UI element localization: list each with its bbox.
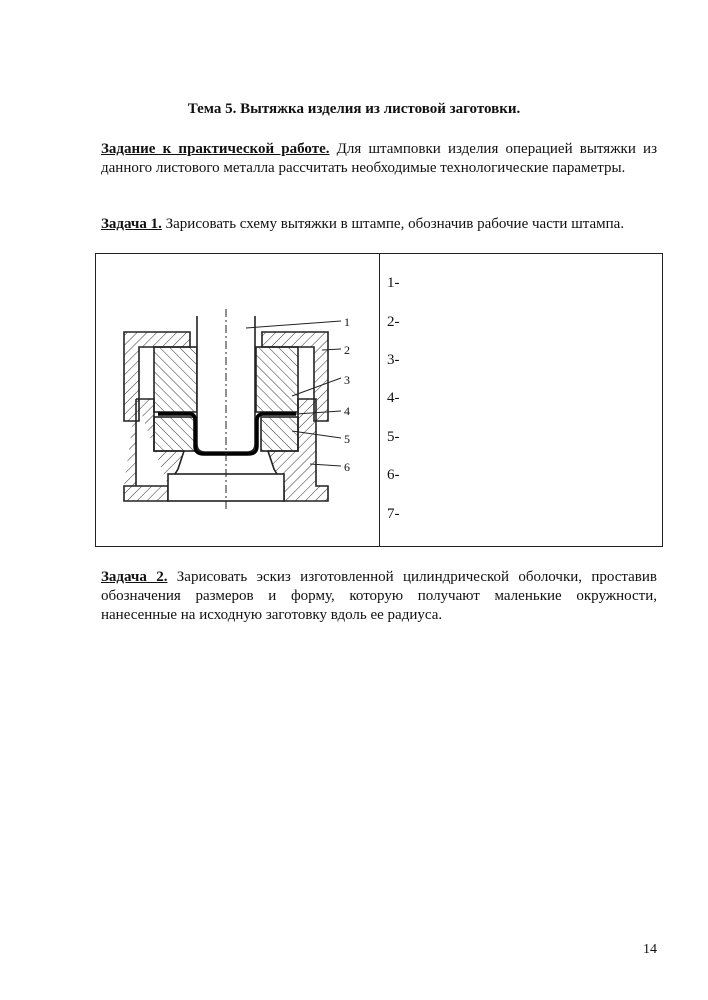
assignment-label: Задание к практической работе. — [101, 141, 330, 157]
parts-list-item: 7- — [387, 506, 400, 522]
diagram-label-3: 3 — [344, 373, 350, 387]
task1-label: Задача 1. — [101, 216, 162, 232]
assignment-paragraph — [101, 140, 657, 178]
parts-list-item: 1- — [387, 275, 400, 291]
task1-text: Зарисовать схему вытяжки в штампе, обозначив рабочие части штампа. — [161, 216, 625, 232]
parts-list-item: 5- — [387, 429, 400, 445]
task2-paragraph — [101, 568, 657, 625]
task1-paragraph — [101, 215, 657, 234]
parts-list-item: 6- — [387, 467, 400, 483]
assignment-text: Для штамповки изделия операцией вытяжки из данного листового металла рассчитать необходимые технологические параметры. — [101, 141, 657, 176]
diagram-label-5: 5 — [344, 432, 350, 446]
blankholder-part-3 — [154, 347, 197, 412]
parts-list-item: 4- — [387, 390, 400, 406]
task2-label: Задача 2. — [101, 569, 168, 585]
page-title: Тема 5. Вытяжка изделия из листовой заготовки. — [187, 101, 521, 117]
diagram-label-2: 2 — [344, 343, 350, 357]
die-part-5 — [154, 417, 196, 451]
task1-table — [95, 253, 663, 547]
diagram-label-1: 1 — [344, 315, 350, 329]
diagram-label-4: 4 — [344, 404, 350, 418]
diagram-label-6: 6 — [344, 460, 350, 474]
page-number: 14 — [643, 942, 657, 957]
parts-list-item: 2- — [387, 314, 400, 330]
task2-text: Зарисовать эскиз изготовленной цилиндрической оболочки, проставив обозначения размеров и форму, которую получают маленькие окружности, нанесенные на исходную заготовку вдоль ее радиуса. — [101, 569, 657, 623]
parts-list-item: 3- — [387, 352, 400, 368]
table-divider — [379, 254, 380, 546]
drawing-die-diagram — [96, 301, 379, 541]
